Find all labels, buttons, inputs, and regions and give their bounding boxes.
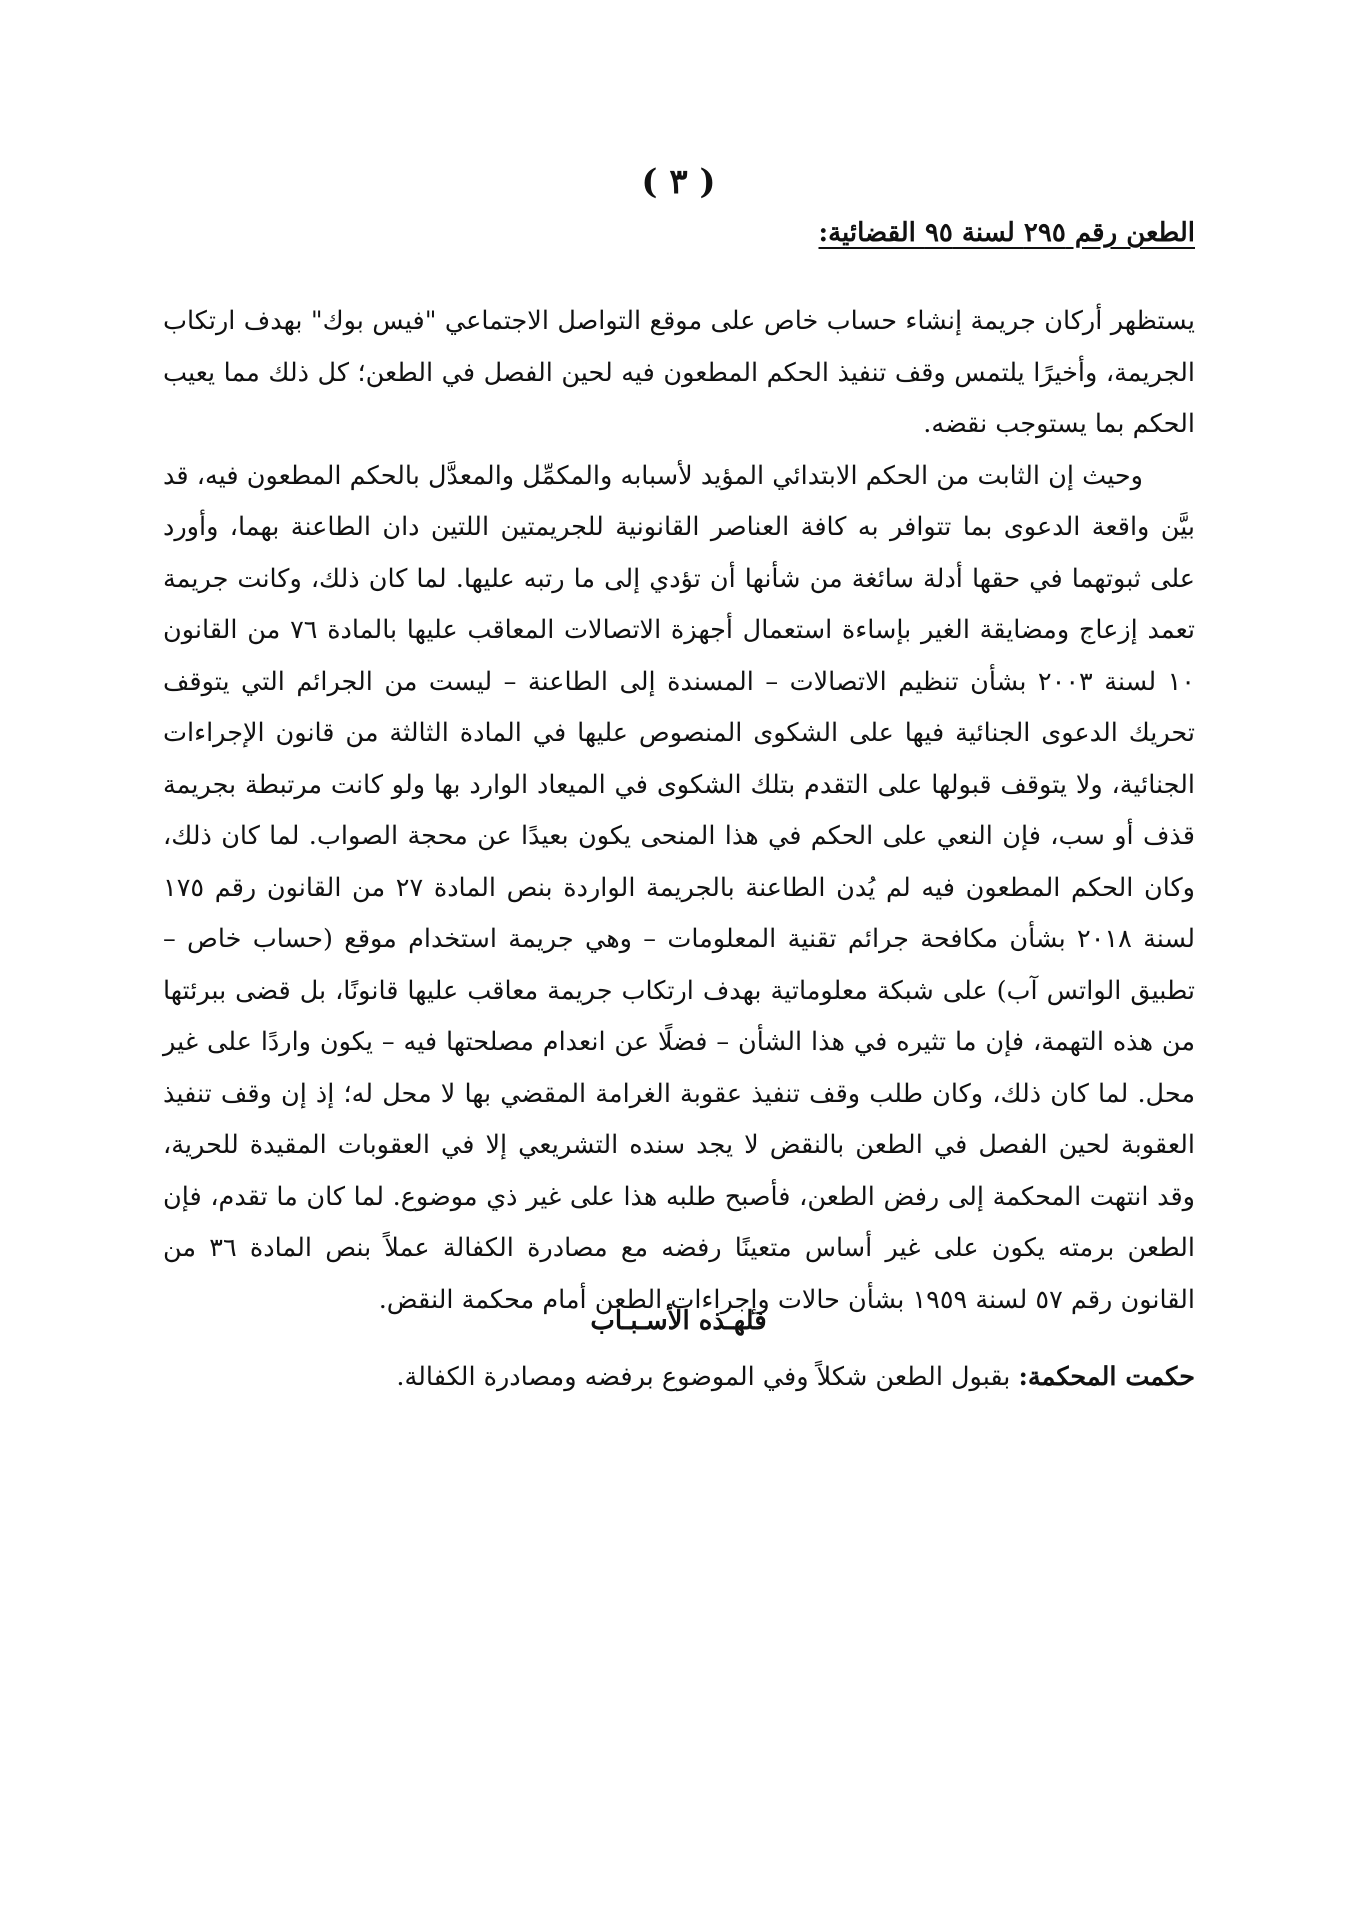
verdict-label: حكمت المحكمة: [1018,1362,1195,1392]
case-heading: الطعن رقم ٢٩٥ لسنة ٩٥ القضائية: [818,218,1195,248]
reasons-section-title: فلهـذه الأسـبـاب [590,1306,767,1336]
judgment-body [163,296,1195,1326]
verdict-text: بقبول الطعن شكلاً وفي الموضوع برفضه ومصادرة الكفالة. [396,1362,1019,1392]
verdict [396,1362,1195,1392]
paragraph-1: يستظهر أركان جريمة إنشاء حساب خاص على موقع التواصل الاجتماعي "فيس بوك" بهدف ارتكاب الجريمة، وأخيرًا يلتمس وقف تنفيذ الحكم المطعون فيه لحين الفصل في الطعن؛ كل ذلك مما يعيب الحكم بما يستوجب نقضه. [163,306,1195,439]
paragraph-2: وحيث إن الثابت من الحكم الابتدائي المؤيد لأسبابه والمكمِّل والمعدَّل بالحكم المطعون فيه، قد بيَّن واقعة الدعوى بما تتوافر به كافة العناصر القانونية للجريمتين اللتين دان الطاعنة بهما، وأورد على ثبوتهما في حقها أدلة سائغة من شأنها أن تؤدي إلى ما رتبه عليها. لما كان ذلك، وكانت جريمة تعمد إزعاج ومضايقة الغير بإساءة استعمال أجهزة الاتصالات المعاقب عليها بالمادة ٧٦ من القانون ١٠ لسنة ٢٠٠٣ بشأن تنظيم الاتصالات – المسندة إلى الطاعنة – ليست من الجرائم التي يتوقف تحريك الدعوى الجنائية فيها على الشكوى المنصوص عليها في المادة الثالثة من قانون الإجراءات الجنائية، ولا يتوقف قبولها على التقدم بتلك الشكوى في الميعاد الوارد بها ولو كانت مرتبطة بجريمة قذف أو سب، فإن النعي على الحكم في هذا المنحى يكون بعيدًا عن محجة الصواب. لما كان ذلك، وكان الحكم المطعون فيه لم يُدن الطاعنة بالجريمة الواردة بنص المادة ٢٧ من القانون رقم ١٧٥ لسنة ٢٠١٨ بشأن مكافحة جرائم تقنية المعلومات – وهي جريمة استخدام موقع (حساب خاص – تطبيق الواتس آب) على شبكة معلوماتية بهدف ارتكاب جريمة معاقب عليها قانونًا، بل قضى ببرئتها من هذه التهمة، فإن ما تثيره في هذا الشأن – فضلًا عن انعدام مصلحتها فيه – يكون واردًا على غير محل. لما كان ذلك، وكان طلب وقف تنفيذ عقوبة الغرامة المقضي بها لا محل له؛ إذ إن وقف تنفيذ العقوبة لحين الفصل في الطعن بالنقض لا يجد سنده التشريعي إلا في العقوبات المقيدة للحرية، وقد انتهت المحكمة إلى رفض الطعن، فأصبح طلبه هذا على غير ذي موضوع. لما كان ما تقدم، فإن الطعن برمته يكون على غير أساس متعينًا رفضه مع مصادرة الكفالة عملاً بنص المادة ٣٦ من القانون رقم ٥٧ لسنة ١٩٥٩ بشأن حالات وإجراءات الطعن أمام محكمة النقض. [163,460,1195,1315]
page-number: ( ٣ ) [641,162,716,202]
